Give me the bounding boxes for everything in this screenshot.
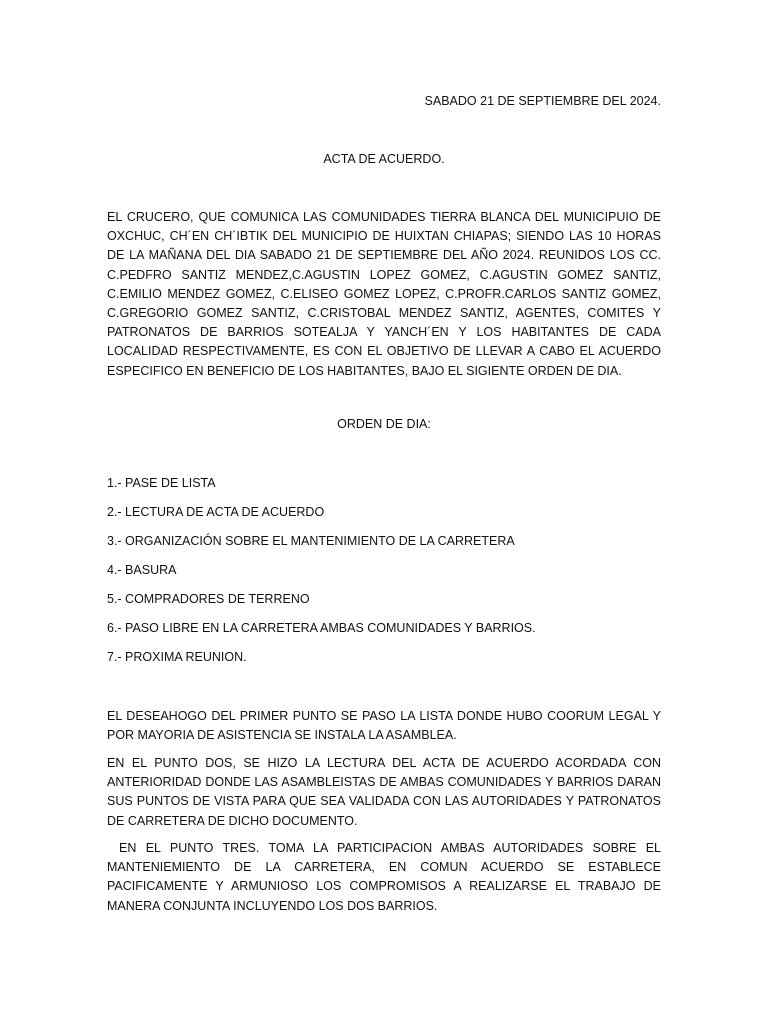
order-of-day-list <box>107 475 661 678</box>
list-item: 6.- PASO LIBRE EN LA CARRETERA AMBAS COMUNIDADES Y BARRIOS. <box>107 621 536 635</box>
order-of-day-heading: ORDEN DE DIA: <box>337 417 431 431</box>
intro-paragraph <box>107 208 661 381</box>
paragraph-text: EL DESEAHOGO DEL PRIMER PUNTO SE PASO LA LISTA DONDE HUBO COORUM LEGAL Y POR MAYORIA DE ASISTENCIA SE INSTALA LA ASAMBLEA. <box>107 709 661 743</box>
list-item: 3.- ORGANIZACIÓN SOBRE EL MANTENIMIENTO DE LA CARRETERA <box>107 534 515 548</box>
point-two-paragraph <box>107 754 661 831</box>
document-date: SABADO 21 DE SEPTIEMBRE DEL 2024. <box>424 94 661 108</box>
point-three-paragraph <box>107 839 661 916</box>
list-item: 2.- LECTURA DE ACTA DE ACUERDO <box>107 505 325 519</box>
paragraph-text: EN EL PUNTO DOS, SE HIZO LA LECTURA DEL ACTA DE ACUERDO ACORDADA CON ANTERIORIDAD DONDE LAS ASAMBLEISTAS DE AMBAS COMUNIDADES Y BARRIOS DARAN SUS PUNTOS DE VISTA PARA QUE SEA VALIDADA CON LAS AUTORIDADES Y PATRONATOS DE CARRETERA DE DICHO DOCUMENTO. <box>107 756 661 828</box>
list-item: 4.- BASURA <box>107 563 177 577</box>
intro-text: EL CRUCERO, QUE COMUNICA LAS COMUNIDADES TIERRA BLANCA DEL MUNICIPUIO DE OXCHUC, CH´EN CH´IBTIK DEL MUNICIPIO DE HUIXTAN CHIAPAS; SIENDO LAS 10 HORAS DE LA MAÑANA DEL DIA SABADO 21 DE SEPTIEMBRE DEL AÑO 2024. REUNIDOS LOS CC. C.PEDFRO SANTIZ MENDEZ,C.AGUSTIN LOPEZ GOMEZ, C.AGUSTIN GOMEZ SANTIZ, C.EMILIO MENDEZ GOMEZ, C.ELISEO GOMEZ LOPEZ, C.PROFR.CARLOS SANTIZ GOMEZ, C.GREGORIO GOMEZ SANTIZ, C.CRISTOBAL MENDEZ SANTIZ, AGENTES, COMITES Y PATRONATOS DE BARRIOS SOTEALJA Y YANCH´EN Y LOS HABITANTES DE CADA LOCALIDAD RESPECTIVAMENTE, ES CON EL OBJETIVO DE LLEVAR A CABO EL ACUERDO ESPECIFICO EN BENEFICIO DE LOS HABITANTES, BAJO EL SIGIENTE ORDEN DE DIA. <box>107 210 661 378</box>
paragraph-text: EN EL PUNTO TRES. TOMA LA PARTICIPACION AMBAS AUTORIDADES SOBRE EL MANTENIEMIENTO DE LA CARRETERA, EN COMUN ACUERDO SE ESTABLECE PACIFICAMENTE Y ARMUNIOSO LOS COMPROMISOS A REALIZARSE EL TRABAJO DE MANERA CONJUNTA INCLUYENDO LOS DOS BARRIOS. <box>107 841 661 913</box>
document-title: ACTA DE ACUERDO. <box>323 152 445 166</box>
list-item: 5.- COMPRADORES DE TERRENO <box>107 592 310 606</box>
point-one-paragraph <box>107 707 661 745</box>
list-item: 1.- PASE DE LISTA <box>107 476 216 490</box>
list-item: 7.- PROXIMA REUNION. <box>107 650 247 664</box>
